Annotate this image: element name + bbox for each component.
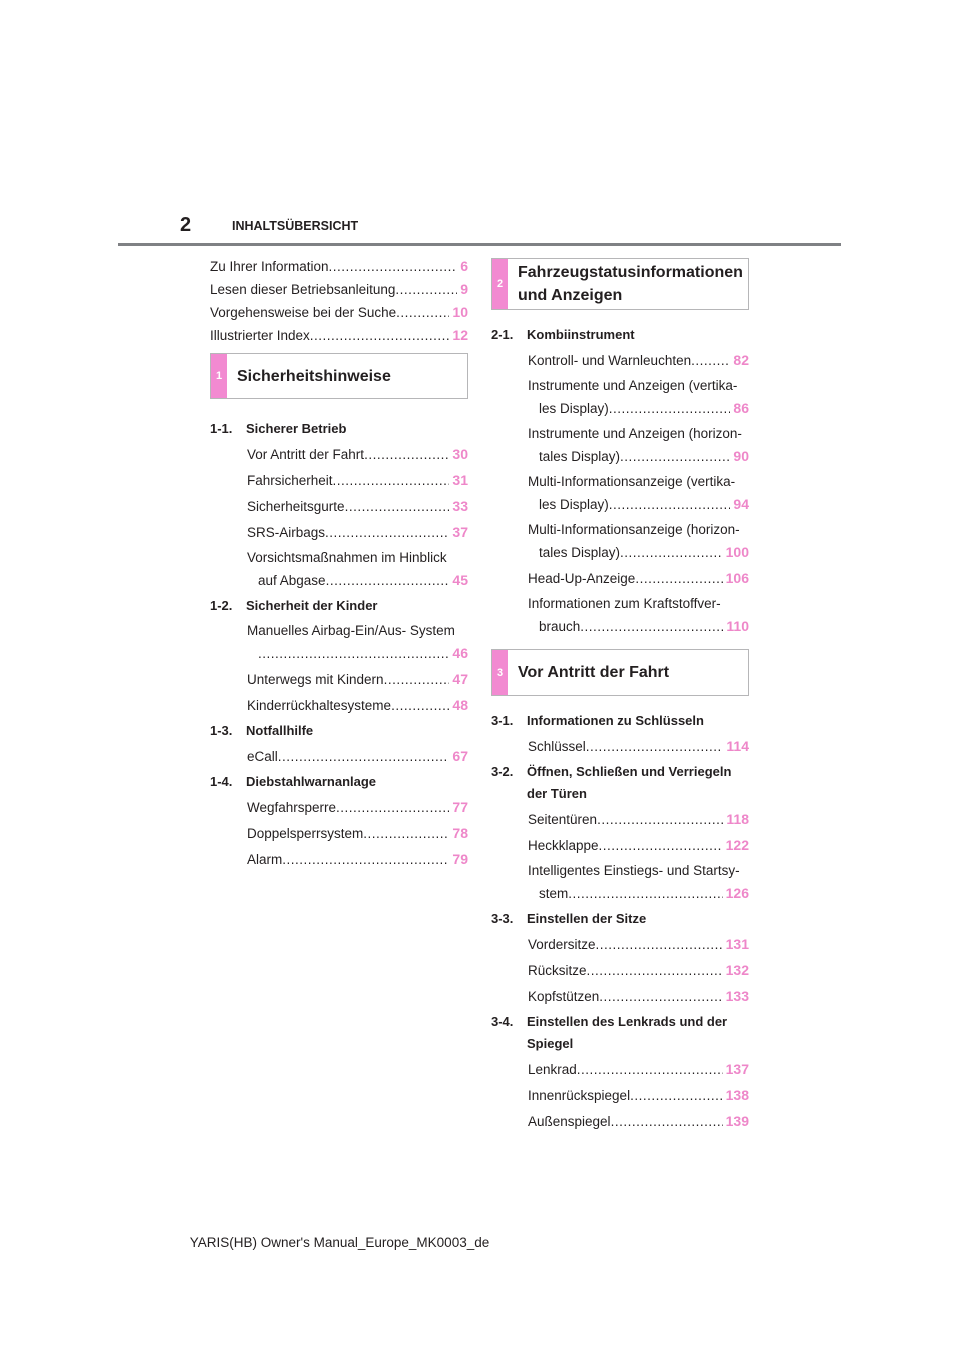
page-link[interactable]: 47 xyxy=(452,671,468,687)
page-link[interactable]: 110 xyxy=(726,618,749,634)
chapter-tab: 1 xyxy=(211,354,227,398)
page-link[interactable]: 12 xyxy=(452,327,468,343)
page-number: 2 xyxy=(180,214,192,236)
toc-entry[interactable]: Alarm ..... 79 xyxy=(210,848,468,871)
toc-entry[interactable]: Unterwegs mit Kindern ..... 47 xyxy=(210,668,468,691)
chapter-title-line2: und Anzeigen xyxy=(518,287,623,304)
toc-entry[interactable]: Außenspiegel ..... 139 xyxy=(491,1110,749,1133)
toc-entry[interactable]: Fahrsicherheit ..... 31 xyxy=(210,469,468,492)
header-divider xyxy=(118,243,841,246)
page-link[interactable]: 126 xyxy=(725,885,749,901)
toc-entry[interactable]: Innenrückspiegel ..... 138 xyxy=(491,1084,749,1107)
toc-entry[interactable]: Instrumente und Anzeigen (vertika- les Display) ..... 86 xyxy=(491,375,749,420)
toc-entry[interactable]: Seitentüren ..... 118 xyxy=(491,808,749,831)
section-title: INHALTSÜBERSICHT xyxy=(232,219,359,233)
page-link[interactable]: 138 xyxy=(725,1087,749,1103)
toc-left-column xyxy=(210,255,468,871)
chapter-tab: 3 xyxy=(492,650,508,695)
toc-entry[interactable]: Vor Antritt der Fahrt ..... 30 xyxy=(210,443,468,466)
page-link[interactable]: 94 xyxy=(733,496,749,512)
toc-entry[interactable]: Schlüssel ..... 114 xyxy=(491,735,749,758)
page-link[interactable]: 118 xyxy=(726,811,749,827)
page-link[interactable]: 137 xyxy=(725,1061,749,1077)
toc-entry[interactable]: Vorgehensweise bei der Suche ..... 10 xyxy=(210,301,468,324)
page-link[interactable]: 114 xyxy=(726,738,749,754)
page-link[interactable]: 78 xyxy=(452,825,468,841)
page-link[interactable]: 86 xyxy=(733,400,749,416)
chapter-2-box[interactable] xyxy=(491,258,749,310)
subsection-heading[interactable]: 1-4. Diebstahlwarnanlage xyxy=(210,774,377,789)
subsection-heading[interactable]: 1-2. Sicherheit der Kinder xyxy=(210,598,378,613)
toc-entry[interactable]: Wegfahrsperre ..... 77 xyxy=(210,796,468,819)
toc-entry[interactable]: Kopfstützen ..... 133 xyxy=(491,985,749,1008)
page-link[interactable]: 31 xyxy=(452,472,468,488)
toc-entry[interactable]: Doppelsperrsystem ..... 78 xyxy=(210,822,468,845)
subsection-heading[interactable]: 3-4. Einstellen des Lenkrads und der Spiegel xyxy=(491,1014,728,1051)
chapter-3-box[interactable] xyxy=(491,649,749,696)
toc-entry[interactable]: Multi-Informationsanzeige (horizon- tales Display) ..... 100 xyxy=(491,519,749,564)
subsection-heading[interactable]: 3-3. Einstellen der Sitze xyxy=(491,911,647,926)
toc-entry[interactable]: Illustrierter Index ..... 12 xyxy=(210,324,468,347)
page-link[interactable]: 10 xyxy=(452,304,468,320)
page-link[interactable]: 77 xyxy=(452,799,468,815)
subsection-heading[interactable]: 2-1. Kombiinstrument xyxy=(491,327,635,342)
toc-entry[interactable]: eCall ..... 67 xyxy=(210,745,468,768)
page-link[interactable]: 122 xyxy=(725,837,749,853)
page-link[interactable]: 82 xyxy=(733,352,749,368)
page-link[interactable]: 132 xyxy=(725,962,749,978)
toc-entry[interactable]: Manuelles Airbag-Ein/Aus- System ..... 46 xyxy=(210,620,468,665)
page-link[interactable]: 6 xyxy=(460,258,468,274)
chapter-title: Sicherheitshinweise xyxy=(237,367,391,385)
toc-entry[interactable]: Head-Up-Anzeige ..... 106 xyxy=(491,567,749,590)
toc-entry[interactable]: Multi-Informationsanzeige (vertika- les Display) ..... 94 xyxy=(491,471,749,516)
page-link[interactable]: 100 xyxy=(725,544,749,560)
page-link[interactable]: 37 xyxy=(452,524,468,540)
toc-entry[interactable]: SRS-Airbags ..... 37 xyxy=(210,521,468,544)
page-link[interactable]: 139 xyxy=(725,1113,749,1129)
page-link[interactable]: 33 xyxy=(452,498,468,514)
chapter-1-box[interactable] xyxy=(210,353,468,399)
toc-entry[interactable]: Lesen dieser Betriebsanleitung ..... 9 xyxy=(210,278,468,301)
toc-entry[interactable]: Kinderrückhaltesysteme ..... 48 xyxy=(210,694,468,717)
toc-entry[interactable]: Kontroll- und Warnleuchten ..... 82 xyxy=(491,349,749,372)
toc-entry[interactable]: Lenkrad ..... 137 xyxy=(491,1058,749,1081)
toc-right-column xyxy=(491,258,749,1133)
toc-entry[interactable]: Zu Ihrer Information ..... 6 xyxy=(210,255,468,278)
page-link[interactable]: 46 xyxy=(452,645,468,661)
toc-entry[interactable]: Rücksitze ..... 132 xyxy=(491,959,749,982)
page-link[interactable]: 45 xyxy=(452,572,468,588)
toc-entry[interactable]: Heckklappe ..... 122 xyxy=(491,834,749,857)
toc-entry[interactable]: Vorsichtsmaßnahmen im Hinblick auf Abgase ..... 45 xyxy=(210,547,468,592)
manual-footer: YARIS(HB) Owner's Manual_Europe_MK0003_de xyxy=(189,1235,490,1250)
toc-entry[interactable]: Vordersitze ..... 131 xyxy=(491,933,749,956)
subsection-heading[interactable]: 1-3. Notfallhilfe xyxy=(210,723,314,738)
subsection-heading[interactable]: 3-2. Öffnen, Schließen und Verriegeln der Türen xyxy=(491,764,732,801)
page-link[interactable]: 67 xyxy=(452,748,468,764)
page-link[interactable]: 106 xyxy=(725,570,749,586)
toc-entry[interactable]: Intelligentes Einstiegs- und Startsy- stem ..... 126 xyxy=(491,860,749,905)
page-link[interactable]: 30 xyxy=(452,446,468,462)
chapter-tab: 2 xyxy=(492,259,508,309)
subsection-heading[interactable]: 1-1. Sicherer Betrieb xyxy=(210,421,347,436)
page-link[interactable]: 133 xyxy=(725,988,749,1004)
page-link[interactable]: 9 xyxy=(460,281,468,297)
page-link[interactable]: 79 xyxy=(452,851,468,867)
page-link[interactable]: 131 xyxy=(725,936,749,952)
page-link[interactable]: 48 xyxy=(452,697,468,713)
toc-entry[interactable]: Sicherheitsgurte ..... 33 xyxy=(210,495,468,518)
chapter-title: Fahrzeugstatusinformationen xyxy=(518,264,743,281)
subsection-heading[interactable]: 3-1. Informationen zu Schlüsseln xyxy=(491,713,704,728)
page-link[interactable]: 90 xyxy=(733,448,749,464)
toc-entry[interactable]: Instrumente und Anzeigen (horizon- tales Display) ..... 90 xyxy=(491,423,749,468)
toc-entry[interactable]: Informationen zum Kraftstoffver- brauch ..... 110 xyxy=(491,593,749,638)
chapter-title: Vor Antritt der Fahrt xyxy=(518,664,670,681)
